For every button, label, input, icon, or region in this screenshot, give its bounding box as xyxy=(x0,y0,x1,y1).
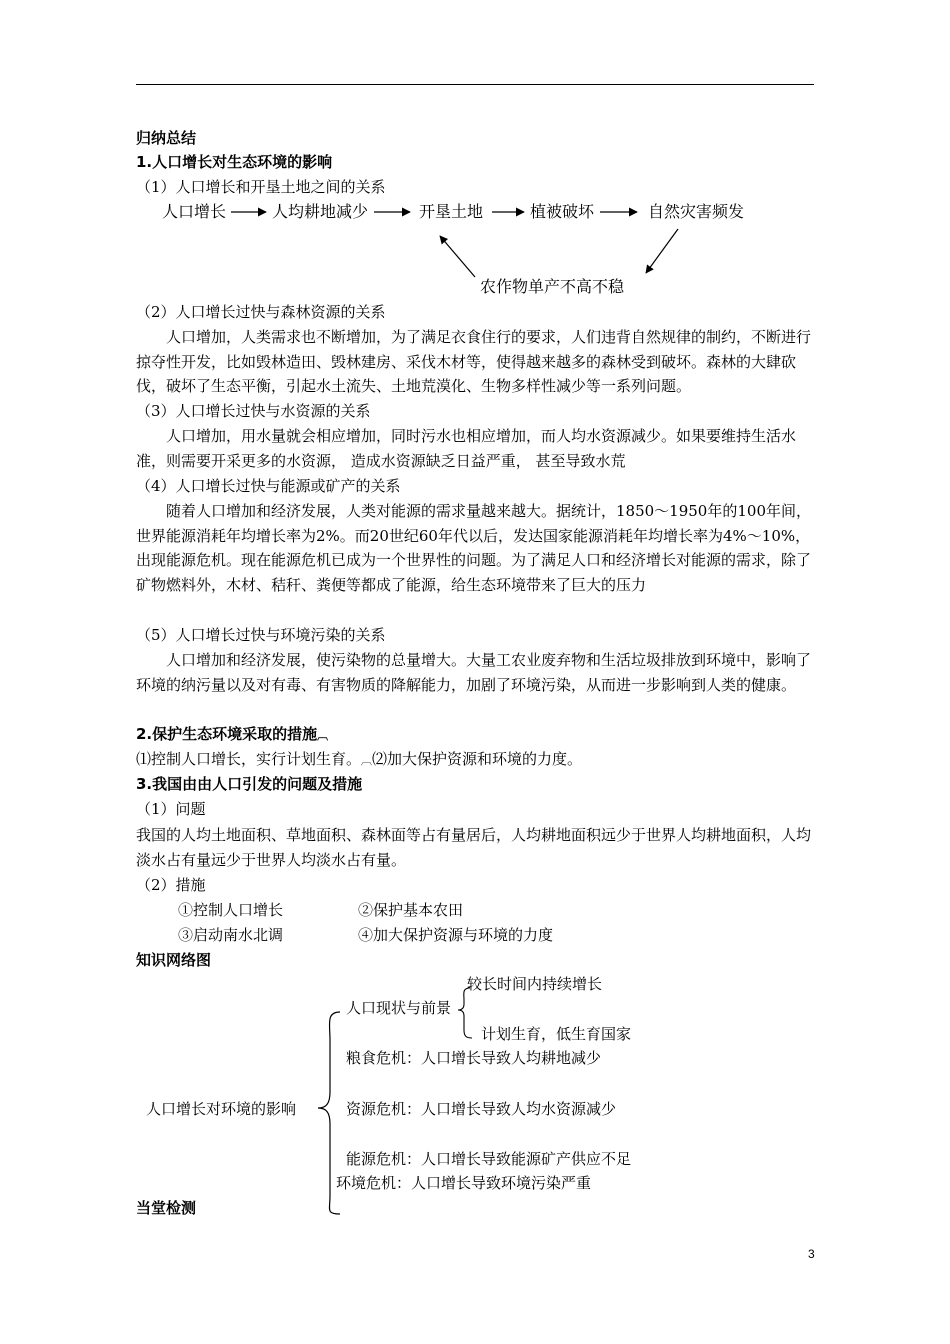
check-heading: 当堂检测 xyxy=(136,1199,197,1217)
paragraph-pollution-text: 人口增加和经济发展，使污染物的总量增大。大量工农业废弃物和生活垃圾排放到环境中，影响了环境的纳污量以及对有毒、有害物质的降解能力，加剧了环境污染，从而进一步影响到人类的健康。 xyxy=(136,651,812,694)
section-2-items xyxy=(136,749,582,771)
section-2-title xyxy=(136,724,328,746)
flow-node-population: 人口增长 xyxy=(162,202,227,221)
paragraph-pollution xyxy=(136,648,816,697)
network-heading: 知识网络图 xyxy=(136,951,212,969)
subsection-1-5: （5）人口增长过快与环境污染的关系 xyxy=(136,626,386,644)
measure-item-2: ⑵加大保护资源和环境的力度。 xyxy=(372,750,583,768)
arrow-6 xyxy=(440,236,475,277)
measure-2: ②保护基本农田 xyxy=(358,901,464,919)
paragraph-water xyxy=(136,424,816,473)
flow-node-reclaim: 开垦土地 xyxy=(419,202,484,221)
subsection-1-2: （2）人口增长过快与森林资源的关系 xyxy=(136,303,386,321)
arrow-5 xyxy=(646,229,678,273)
header-rule xyxy=(136,84,814,85)
paragraph-mark: ︹ xyxy=(361,754,373,767)
paragraph-water-text: 人口增加，用水量就会相应增加，同时污水也相应增加，而人均水资源减少。如果要维持生活水准，则需要开采更多的水资源， 造成水资源缺乏日益严重， 甚至导致水荒 xyxy=(136,427,797,470)
section-2-title-text: 2.保护生态环境采取的措施 xyxy=(136,725,318,743)
flow-node-farmland: 人均耕地减少 xyxy=(272,202,369,221)
measure-1: ①控制人口增长 xyxy=(178,901,284,919)
subsection-3-1: （1）问题 xyxy=(136,800,206,818)
section-3-title: 3.我国由由人口引发的问题及措施 xyxy=(136,775,363,793)
network-root: 人口增长对环境的影响 xyxy=(146,1100,297,1118)
measure-item-1: ⑴控制人口增长，实行计划生育。 xyxy=(136,750,362,768)
paragraph-problems: 我国的人均土地面积、草地面积、森林面等占有量居后，人均耕地面积远少于世界人均耕地面积，人均淡水占有量远少于世界人均淡水占有量。 xyxy=(136,826,812,869)
subsection-1-1: （1）人口增长和开垦土地之间的关系 xyxy=(136,178,386,196)
paragraph-mark: ︹ xyxy=(317,729,329,742)
network-leaf-growth: 较长时间内持续增长 xyxy=(467,975,603,993)
paragraph-forest xyxy=(136,325,816,399)
network-branch-environment: 环境危机：人口增长导致环境污染严重 xyxy=(336,1174,592,1192)
paragraph-forest-text: 人口增加，人类需求也不断增加，为了满足衣食住行的要求，人们违背自然规律的制约，不断进行掠夺性开发，比如毁林造田、毁林建房、采伐木材等，使得越来越多的森林受到破坏。森林的大肆砍伐，破坏了生态平衡，引起水土流失、土地荒漠化、生物多样性减少等一系列问题。 xyxy=(136,328,812,396)
page-number: 3 xyxy=(808,1247,815,1261)
network-branch-energy: 能源危机：人口增长导致能源矿产供应不足 xyxy=(346,1150,632,1168)
paragraph-energy-text: 随着人口增加和经济发展，人类对能源的需求量越来越大。据统计，1850～1950年的100年间，世界能源消耗年均增长率为2%。而20世纪60年代以后，发达国家能源消耗年均增长率为4%～10%，出现能源危机。现在能源危机已成为一个世界性的问题。为了满足人口和经济增长对能源的需求，除了矿物燃料外，木材、秸秆、粪便等都成了能源，给生态环境带来了巨大的压力 xyxy=(136,502,812,594)
flow-node-disaster: 自然灾害频发 xyxy=(648,202,745,221)
subsection-1-3: （3）人口增长过快与水资源的关系 xyxy=(136,402,371,420)
summary-heading: 归纳总结 xyxy=(136,129,197,147)
subsection-1-4: （4）人口增长过快与能源或矿产的关系 xyxy=(136,477,401,495)
network-branch-status: 人口现状与前景 xyxy=(346,999,452,1017)
network-leaf-planning: 计划生育，低生育国家 xyxy=(481,1025,632,1043)
flow-node-yield: 农作物单产不高不稳 xyxy=(480,277,625,296)
measure-4: ④加大保护资源与环境的力度 xyxy=(358,926,554,944)
network-branch-resource: 资源危机：人口增长导致人均水资源减少 xyxy=(346,1100,617,1118)
section-1-title: 1.人口增长对生态环境的影响 xyxy=(136,153,333,171)
network-branch-food: 粮食危机：人口增长导致人均耕地减少 xyxy=(346,1049,602,1067)
paragraph-energy xyxy=(136,499,816,597)
brace-sub xyxy=(458,988,472,1038)
flow-node-vegetation: 植被破坏 xyxy=(530,202,595,221)
subsection-3-2: （2）措施 xyxy=(136,876,206,894)
measure-3: ③启动南水北调 xyxy=(178,926,284,944)
